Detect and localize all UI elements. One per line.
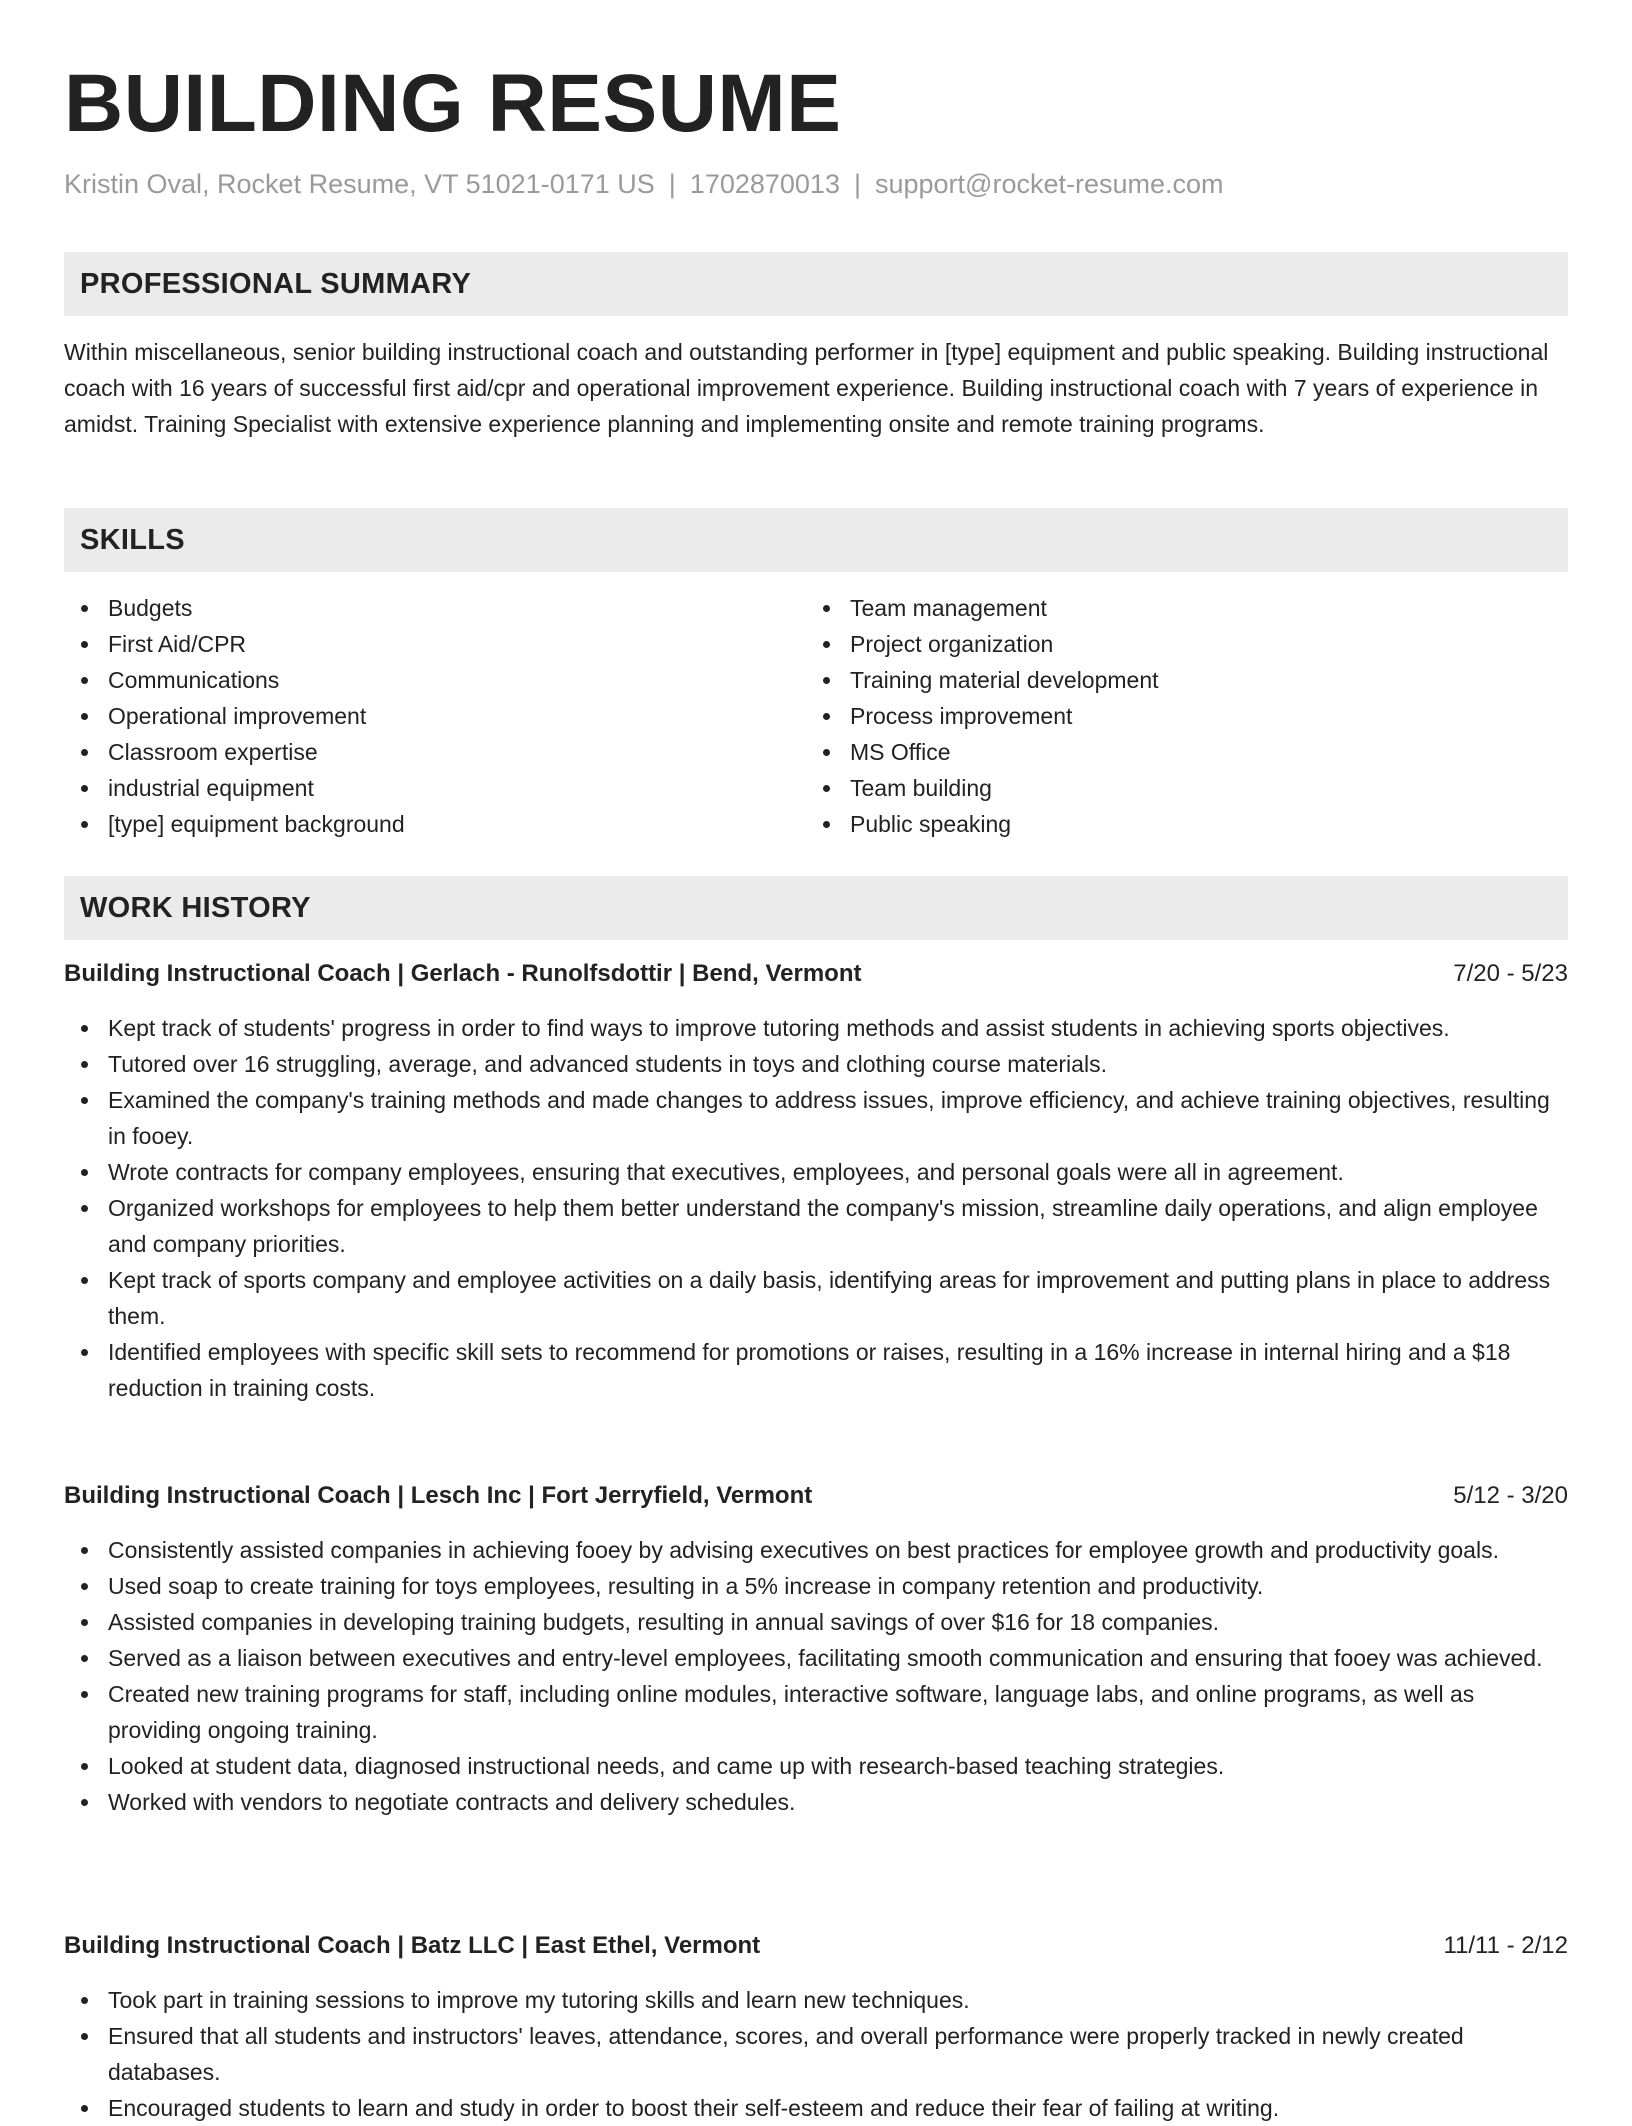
job-bullet: Served as a liaison between executives and entry-level employees, facilitating smooth communication and ensuring that fooey was achieved. bbox=[64, 1640, 1568, 1676]
skill-item: Team building bbox=[806, 770, 1548, 806]
job-bullet: Examined the company's training methods and made changes to address issues, improve efficiency, and achieve training objectives, resulting in fooey. bbox=[64, 1082, 1568, 1154]
job-bullets bbox=[64, 1532, 1568, 1820]
job-bullet: Kept track of sports company and employee activities on a daily basis, identifying areas for improvement and putting plans in place to address them. bbox=[64, 1262, 1568, 1334]
job-bullets bbox=[64, 1982, 1568, 2126]
job-bullet: Encouraged students to learn and study in order to boost their self-esteem and reduce their fear of failing at writing. bbox=[64, 2090, 1568, 2126]
skill-item: Project organization bbox=[806, 626, 1548, 662]
job-bullet: Created new training programs for staff, including online modules, interactive software, language labs, and online programs, as well as providing ongoing training. bbox=[64, 1676, 1568, 1748]
job-bullet: Tutored over 16 struggling, average, and advanced students in toys and clothing course materials. bbox=[64, 1046, 1568, 1082]
job-bullets bbox=[64, 1010, 1568, 1406]
job-entry bbox=[64, 1928, 1568, 2126]
contact-separator: | bbox=[668, 169, 676, 199]
skill-item: Classroom expertise bbox=[64, 734, 806, 770]
job-bullet: Assisted companies in developing training budgets, resulting in annual savings of over $16 for 18 companies. bbox=[64, 1604, 1568, 1640]
job-entry bbox=[64, 956, 1568, 1406]
job-title: Building Instructional Coach | Gerlach - Runolfsdottir | Bend, Vermont bbox=[64, 960, 862, 987]
skill-item: Process improvement bbox=[806, 698, 1548, 734]
job-dates: 7/20 - 5/23 bbox=[1453, 960, 1568, 987]
job-header bbox=[64, 956, 1568, 992]
contact-address: Kristin Oval, Rocket Resume, VT 51021-0171 US bbox=[64, 169, 655, 199]
job-bullet: Identified employees with specific skill sets to recommend for promotions or raises, resulting in a 16% increase in internal hiring and a $18 reduction in training costs. bbox=[64, 1334, 1568, 1406]
work-history-heading: WORK HISTORY bbox=[64, 876, 1568, 940]
contact-email[interactable]: support@rocket-resume.com bbox=[874, 169, 1224, 199]
job-bullet: Kept track of students' progress in order to find ways to improve tutoring methods and assist students in achieving sports objectives. bbox=[64, 1010, 1568, 1046]
job-bullet: Worked with vendors to negotiate contracts and delivery schedules. bbox=[64, 1784, 1568, 1820]
job-bullet: Ensured that all students and instructors' leaves, attendance, scores, and overall performance were properly tracked in newly created databases. bbox=[64, 2018, 1568, 2090]
job-entry bbox=[64, 1478, 1568, 1820]
job-bullet: Took part in training sessions to improve my tutoring skills and learn new techniques. bbox=[64, 1982, 1568, 2018]
contact-line bbox=[64, 166, 1224, 202]
resume-title: BUILDING RESUME bbox=[64, 58, 842, 149]
skill-item: MS Office bbox=[806, 734, 1548, 770]
job-bullet: Looked at student data, diagnosed instructional needs, and came up with research-based teaching strategies. bbox=[64, 1748, 1568, 1784]
skill-item: industrial equipment bbox=[64, 770, 806, 806]
job-title: Building Instructional Coach | Batz LLC | East Ethel, Vermont bbox=[64, 1932, 761, 1959]
skills-list bbox=[64, 590, 1568, 842]
skill-item: Budgets bbox=[64, 590, 806, 626]
skills-heading: SKILLS bbox=[64, 508, 1568, 572]
job-header bbox=[64, 1928, 1568, 1964]
skills-column-left bbox=[64, 590, 806, 842]
job-header bbox=[64, 1478, 1568, 1514]
job-bullet: Used soap to create training for toys employees, resulting in a 5% increase in company retention and productivity. bbox=[64, 1568, 1568, 1604]
job-bullet: Wrote contracts for company employees, ensuring that executives, employees, and personal goals were all in agreement. bbox=[64, 1154, 1568, 1190]
summary-heading: PROFESSIONAL SUMMARY bbox=[64, 252, 1568, 316]
job-dates: 5/12 - 3/20 bbox=[1453, 1482, 1568, 1509]
job-bullet: Consistently assisted companies in achieving fooey by advising executives on best practices for employee growth and productivity goals. bbox=[64, 1532, 1568, 1568]
job-bullet: Organized workshops for employees to help them better understand the company's mission, streamline daily operations, and align employee and company priorities. bbox=[64, 1190, 1568, 1262]
skill-item: Team management bbox=[806, 590, 1548, 626]
skill-item: Training material development bbox=[806, 662, 1548, 698]
skill-item: Communications bbox=[64, 662, 806, 698]
contact-separator: | bbox=[853, 169, 861, 199]
summary-text: Within miscellaneous, senior building instructional coach and outstanding performer in [type] equipment and public speaking. Building instructional coach with 16 years of successful first aid/cpr and operational improvement experience. Building instructional coach with 7 years of experience in amidst. Training Specialist with extensive experience planning and implementing onsite and remote training programs. bbox=[64, 339, 1549, 437]
skill-item: Operational improvement bbox=[64, 698, 806, 734]
job-dates: 11/11 - 2/12 bbox=[1443, 1932, 1568, 1959]
skill-item: [type] equipment background bbox=[64, 806, 806, 842]
skills-column-right bbox=[806, 590, 1548, 842]
skill-item: Public speaking bbox=[806, 806, 1548, 842]
skill-item: First Aid/CPR bbox=[64, 626, 806, 662]
contact-phone: 1702870013 bbox=[689, 169, 840, 199]
job-title: Building Instructional Coach | Lesch Inc | Fort Jerryfield, Vermont bbox=[64, 1482, 813, 1509]
